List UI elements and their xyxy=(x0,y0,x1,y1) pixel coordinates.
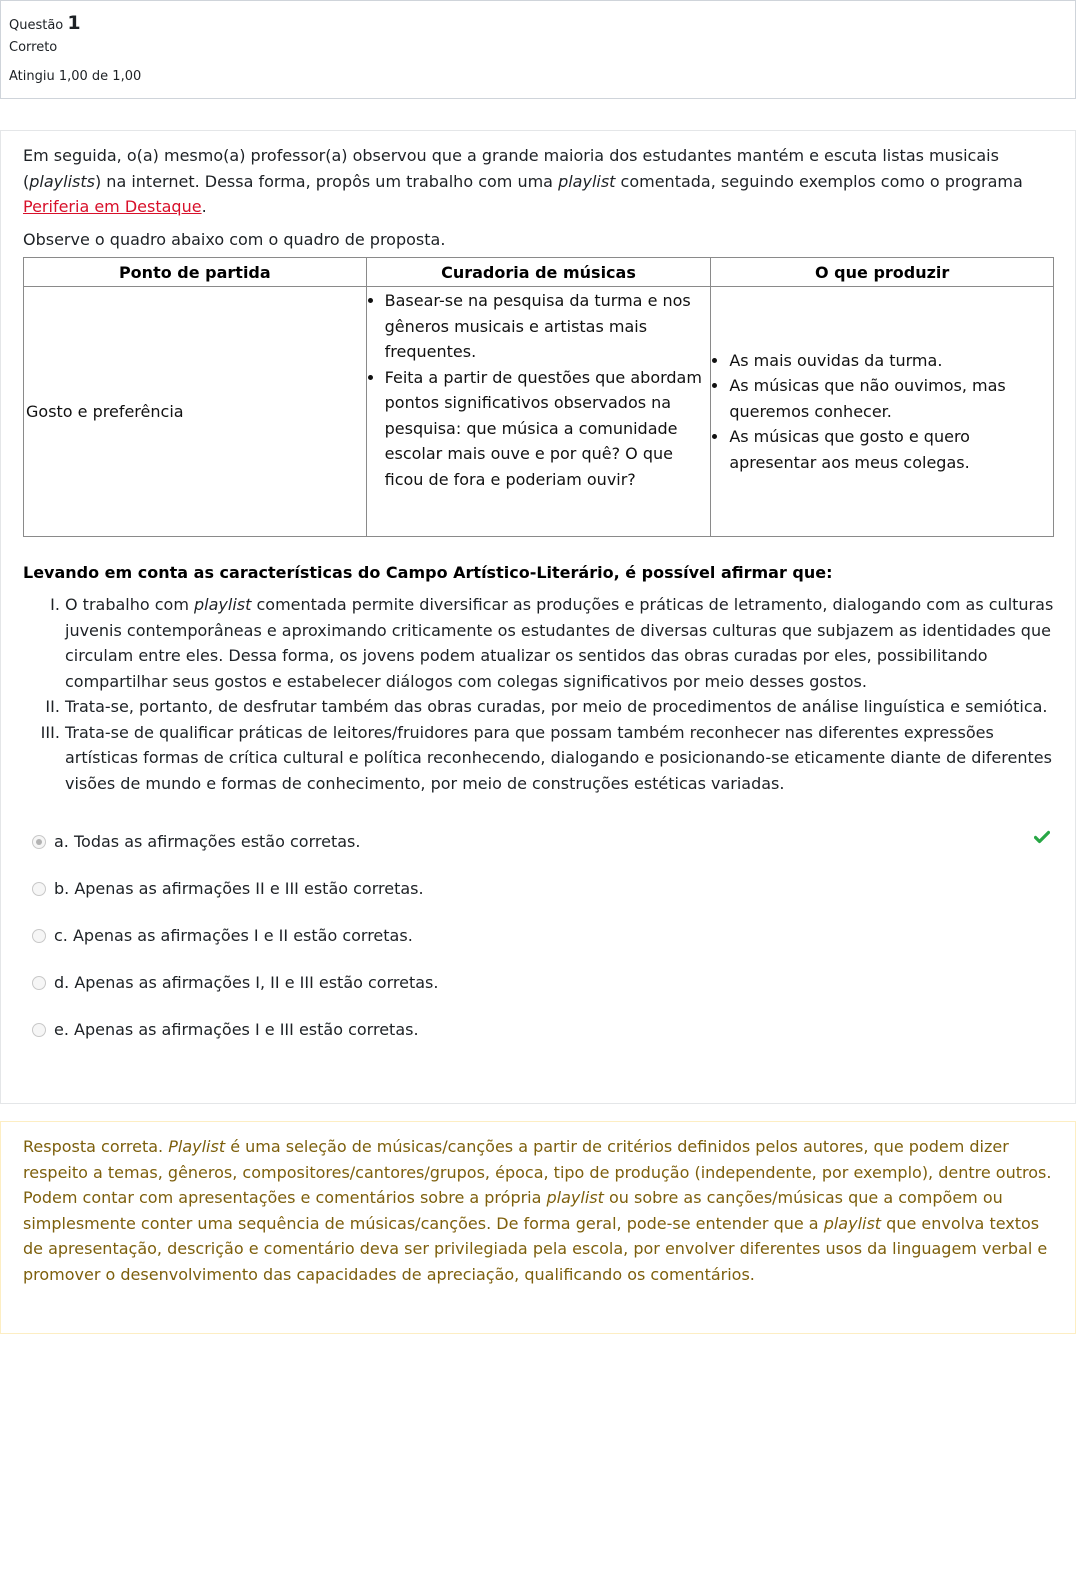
radio-button[interactable] xyxy=(32,882,46,896)
table-cell-ponto: Gosto e preferência xyxy=(24,287,367,537)
statement-item xyxy=(65,592,1054,694)
option-label: b. Apenas as afirmações II e III estão corretas. xyxy=(54,879,424,898)
option-label: c. Apenas as afirmações I e II estão corretas. xyxy=(54,926,413,945)
feedback-italic: playlist xyxy=(546,1188,604,1207)
option-label: e. Apenas as afirmações I e III estão corretas. xyxy=(54,1020,419,1039)
answer-options xyxy=(23,818,1054,1053)
radio-button[interactable] xyxy=(32,929,46,943)
radio-button-checked[interactable] xyxy=(32,835,46,849)
answer-option-c[interactable] xyxy=(23,912,1054,959)
intro-text: ) na internet. Dessa forma, propôs um trabalho com uma xyxy=(94,171,559,191)
answer-option-b[interactable] xyxy=(23,865,1054,912)
question-label: Questão xyxy=(9,18,64,33)
list-item: • As músicas que não ouvimos, mas queremos conhecer. xyxy=(729,373,1053,424)
periferia-em-destaque-link[interactable]: Periferia em Destaque xyxy=(23,197,202,216)
question-state: Correto xyxy=(9,40,58,55)
option-label: a. Todas as afirmações estão corretas. xyxy=(54,832,361,851)
feedback-text: é uma seleção de músicas/canções a partir de critérios definidos pelos autores, que podem dizer respeito a temas, gêneros, compositores/cantores/grupos, época, tipo de produção (independente, por exemplo), dentre outros. Podem contar com apresentações e comentários sobre a própria xyxy=(23,1137,1052,1207)
feedback-panel xyxy=(0,1121,1076,1334)
feedback-italic: Playlist xyxy=(168,1137,226,1156)
question-formulation xyxy=(0,130,1076,1104)
list-item: • As músicas que gosto e quero apresentar aos meus colegas. xyxy=(729,424,1053,475)
radio-button[interactable] xyxy=(32,976,46,990)
option-label: d. Apenas as afirmações I, II e III estão corretas. xyxy=(54,973,439,992)
answer-option-a[interactable] xyxy=(23,818,1054,865)
statement-italic: playlist xyxy=(194,595,252,614)
radio-button[interactable] xyxy=(32,1023,46,1037)
proposal-table xyxy=(23,257,1054,537)
statement-text: O trabalho com xyxy=(65,595,195,614)
intro-text: comentada, seguindo exemplos como o programa xyxy=(615,171,1023,191)
table-cell-curadoria xyxy=(366,287,711,537)
question-grade: Atingiu 1,00 de 1,00 xyxy=(9,69,142,84)
statement-text: comentada permite diversificar as produções e práticas de letramento, dialogando com as culturas juvenis contemporâneas e aproximando criticamente os estudantes de diversas culturas que subjazem as identidades que circulam entre eles. Dessa forma, os jovens podem atualizar os sentidos das obras curadas por eles, possibilitando compartilhar seus gostos e estabelecer diálogos com colegas significativos por meio desses gostos. xyxy=(65,595,1054,691)
feedback-italic: playlist xyxy=(823,1213,882,1233)
statements-list xyxy=(23,592,1054,796)
table-header: O que produzir xyxy=(711,258,1054,287)
observe-text: Observe o quadro abaixo com o quadro de proposta. xyxy=(23,229,446,249)
table-row xyxy=(24,287,1054,537)
produzir-list xyxy=(711,348,1053,476)
intro-text: Em seguida, o(a) mesmo(a) professor(a) observou que a grande maioria dos estudantes mantém e escuta listas musicais ( xyxy=(23,146,999,191)
intro-italic: playlist xyxy=(558,171,616,191)
statement-item: III. Trata-se de qualificar práticas de leitores/fruidores para que possam também reconhecer nas diferentes expressões artísticas formas de crítica cultural e política reconhecendo, dialogando e posicionando-se eticamente diante de diferentes visões de mundo e formas de conhecimento, por meio de construções estéticas variadas. xyxy=(65,720,1054,797)
question-number xyxy=(9,12,1067,34)
list-item: • Basear-se na pesquisa da turma e nos gêneros musicais e artistas mais frequentes. xyxy=(385,288,711,365)
answer-option-d[interactable] xyxy=(23,959,1054,1006)
list-item: • Feita a partir de questões que abordam pontos significativos observados na pesquisa: que música a comunidade escolar mais ouve e por quê? O que ficou de fora e poderiam ouvir? xyxy=(385,365,711,493)
table-header-row xyxy=(24,258,1054,287)
answer-option-e[interactable] xyxy=(23,1006,1054,1053)
intro-paragraph xyxy=(23,143,1054,220)
table-cell-produzir xyxy=(711,287,1054,537)
statement-item: II. Trata-se, portanto, de desfrutar também das obras curadas, por meio de procedimentos de análise linguística e semiótica. xyxy=(65,694,1054,720)
feedback-text: que envolva textos de apresentação, descrição e comentário deva ser privilegiada pela escola, por envolver diferentes usos da linguagem verbal e promover o desenvolvimento das capacidades de apreciação, qualificando os comentários. xyxy=(23,1213,1048,1284)
list-item: • As mais ouvidas da turma. xyxy=(729,348,1053,374)
table-header: Curadoria de músicas xyxy=(366,258,711,287)
check-icon xyxy=(1034,830,1050,844)
table-header: Ponto de partida xyxy=(24,258,367,287)
question-info-panel xyxy=(0,0,1076,99)
intro-italic: playlists xyxy=(29,171,95,191)
curadoria-list xyxy=(367,288,711,492)
question-number-value: 1 xyxy=(67,12,81,34)
question-prompt: Levando em conta as características do Campo Artístico-Literário, é possível afirmar que: xyxy=(23,563,833,582)
question-text xyxy=(23,143,1054,252)
feedback-text: ou sobre as canções/músicas que a compõem ou simplesmente conter uma sequência de músicas/canções. De forma geral, pode-se entender que a xyxy=(23,1188,1003,1233)
intro-text: . xyxy=(201,197,207,216)
feedback-text: Resposta correta. xyxy=(23,1137,169,1156)
